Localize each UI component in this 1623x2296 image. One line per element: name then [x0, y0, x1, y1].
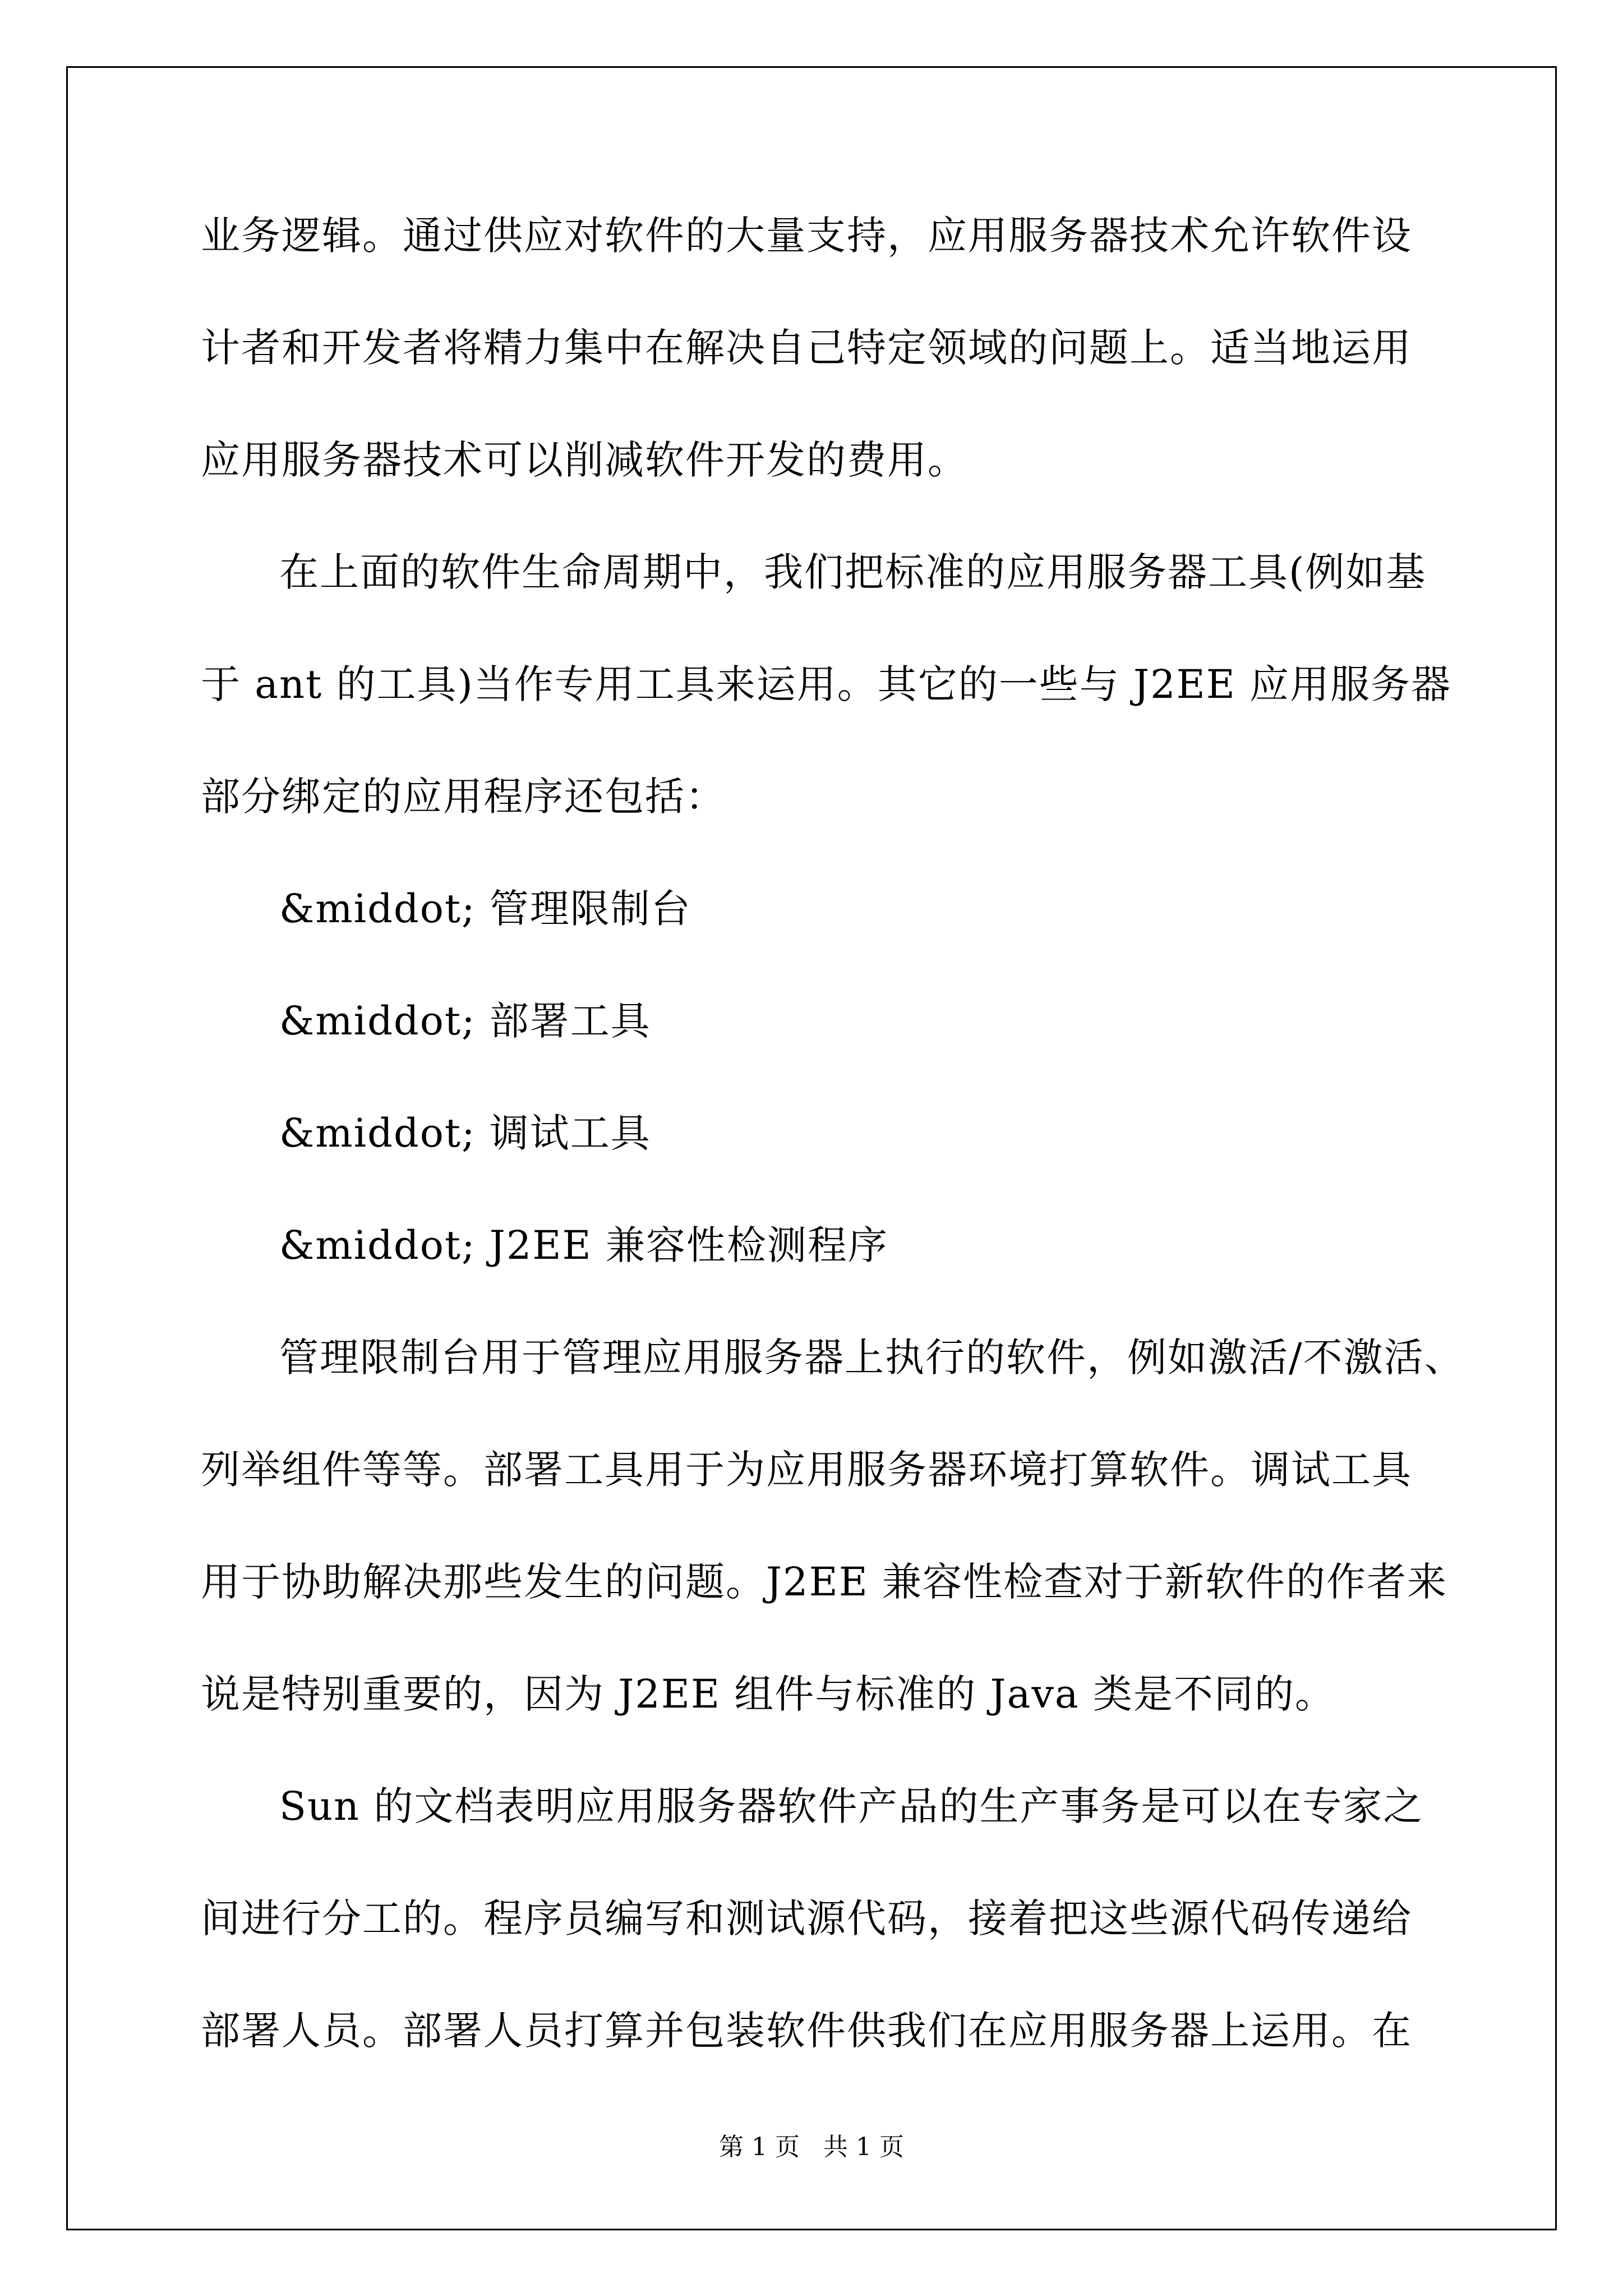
text-line: 部分绑定的应用程序还包括： [201, 774, 726, 820]
text-line: 管理限制台用于管理应用服务器上执行的软件，例如激活/不激活、 [279, 1335, 1465, 1381]
text-line: 在上面的软件生命周期中，我们把标准的应用服务器工具(例如基 [279, 549, 1427, 595]
list-item: &middot; 调试工具 [279, 1110, 651, 1156]
text-line: 说是特别重要的，因为 J2EE 组件与标准的 Java 类是不同的。 [201, 1671, 1335, 1717]
text-line: 用于协助解决那些发生的问题。J2EE 兼容性检查对于新软件的作者来 [201, 1559, 1448, 1605]
text-line: 应用服务器技术可以削减软件开发的费用。 [201, 437, 968, 483]
text-line: Sun 的文档表明应用服务器软件产品的生产事务是可以在专家之 [279, 1783, 1424, 1829]
text-line: 列举组件等等。部署工具用于为应用服务器环境打算软件。调试工具 [201, 1447, 1412, 1493]
text-line: 间进行分工的。程序员编写和测试源代码，接着把这些源代码传递给 [201, 1895, 1412, 1941]
list-item: &middot; 管理限制台 [279, 886, 691, 932]
text-line: 部署人员。部署人员打算并包装软件供我们在应用服务器上运用。在 [201, 2008, 1412, 2054]
list-item: &middot; 部署工具 [279, 998, 651, 1044]
text-line: 计者和开发者将精力集中在解决自己特定领域的问题上。适当地运用 [201, 325, 1412, 371]
text-line: 于 ant 的工具)当作专用工具来运用。其它的一些与 J2EE 应用服务器 [201, 661, 1452, 707]
page-footer: 第 1 页 共 1 页 [719, 2133, 904, 2161]
text-line: 业务逻辑。通过供应对软件的大量支持，应用服务器技术允许软件设 [201, 213, 1412, 259]
list-item: &middot; J2EE 兼容性检测程序 [279, 1222, 888, 1268]
